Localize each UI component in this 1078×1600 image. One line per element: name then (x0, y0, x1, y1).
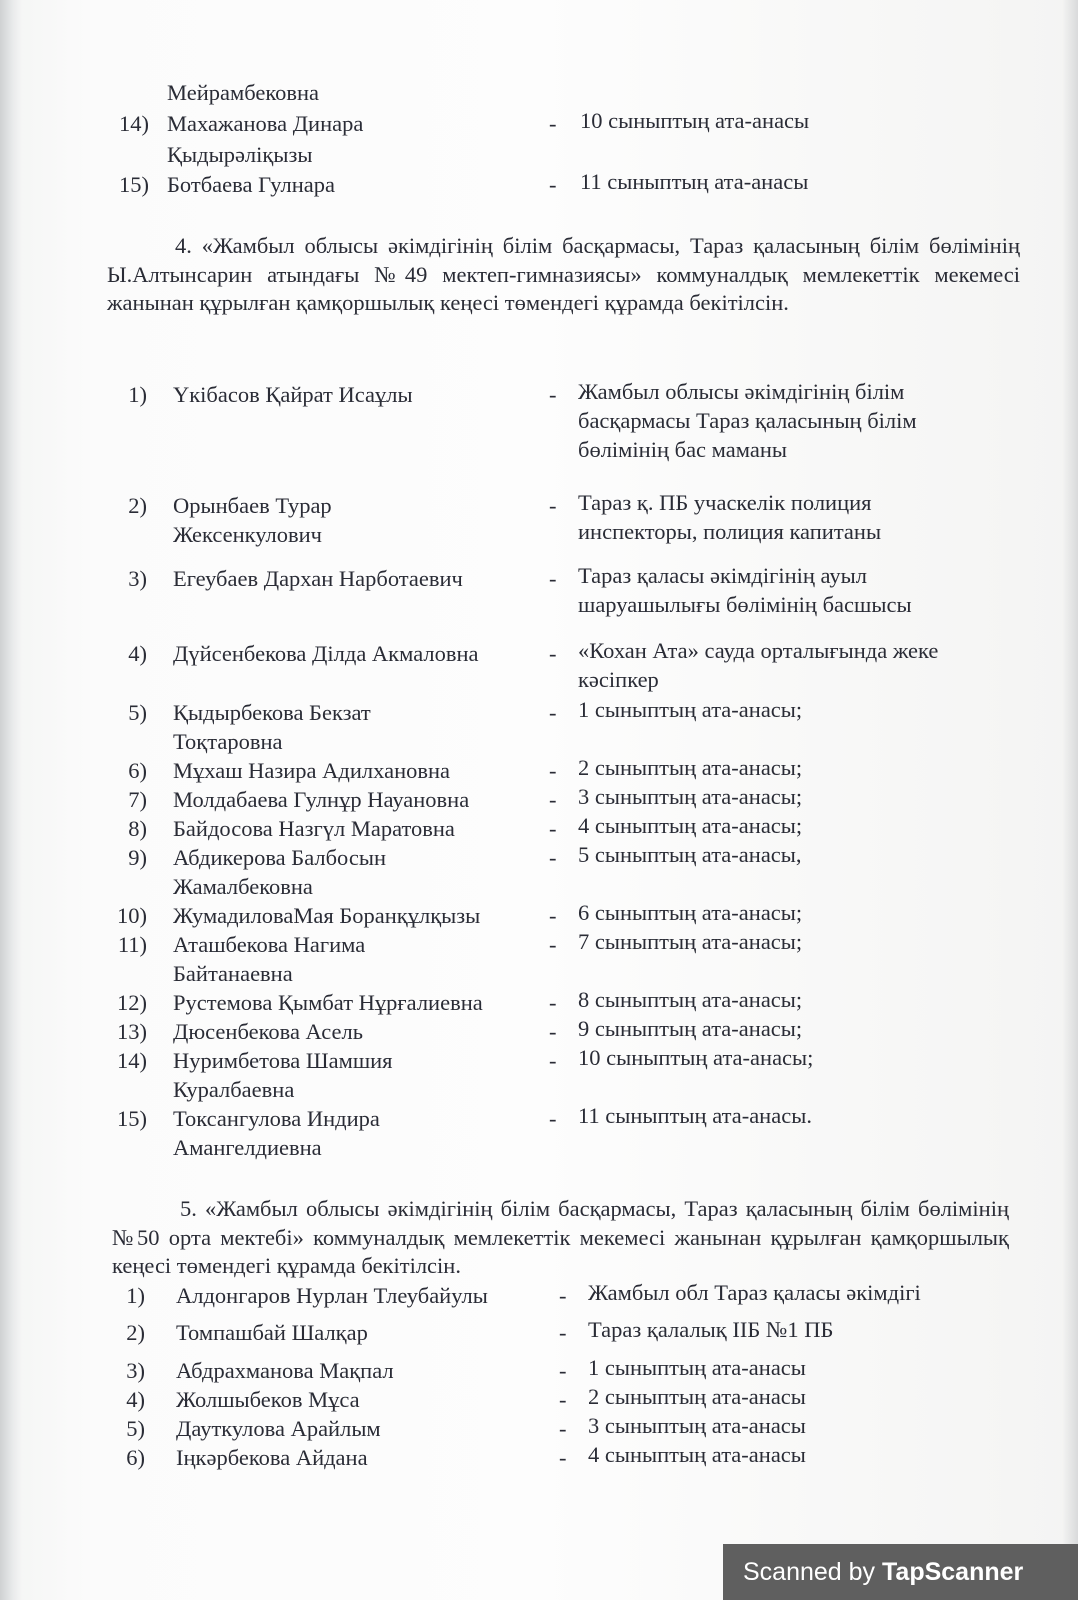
member-role: «Кохан Ата» сауда орталығында жеке (578, 638, 939, 663)
item-number: 12) (117, 990, 147, 1015)
member-name: Томпашбай Шалқар (176, 1320, 368, 1345)
member-name: Байдосова Назгүл Маратовна (173, 816, 455, 841)
member-role: 1 сыныптың ата-анасы; (578, 697, 803, 722)
member-role: 3 сыныптың ата-анасы; (578, 784, 803, 809)
separator-dash: - (549, 1048, 557, 1073)
separator-dash: - (549, 641, 557, 666)
item-number: 5) (126, 1416, 145, 1441)
member-name: Дүйсенбекова Ділда Акмаловна (173, 641, 479, 666)
member-name: Жексенкулович (173, 522, 322, 547)
member-role: Жамбыл облысы әкімдігінің білім (578, 379, 905, 404)
member-role: басқармасы Тараз қаласының білім (578, 408, 917, 433)
item-number: 15) (117, 1106, 147, 1131)
member-role: Тараз қ. ПБ учаскелік полиция (578, 490, 872, 515)
member-role: 9 сыныптың ата-анасы; (578, 1016, 803, 1041)
item-number: 14) (117, 1048, 147, 1073)
separator-dash: - (549, 1019, 557, 1044)
item-number: 5) (128, 700, 147, 725)
separator-dash: - (549, 172, 557, 197)
watermark-prefix: Scanned by (743, 1558, 882, 1586)
member-role: 4 сыныптың ата-анасы; (578, 813, 803, 838)
member-name: Мұхаш Назира Адилхановна (173, 758, 451, 783)
member-name: Іңкәрбекова Айдана (176, 1445, 368, 1470)
item-number: 4) (128, 641, 147, 666)
item-number: 3) (126, 1358, 145, 1383)
separator-dash: - (549, 493, 557, 518)
member-name: Нуримбетова Шамшия (173, 1048, 393, 1073)
page-right-shadow (1062, 0, 1078, 1600)
item-number: 11) (117, 932, 147, 957)
member-name: Қыдырбекова Бекзат (173, 700, 371, 725)
section-5-paragraph: 5. «Жамбыл облысы әкімдігінің білім басқармасы, Тараз қаласының білім бөлімінің №50 орта мектебі» коммуналдық мемлекеттік мекемесі жанынан құрылған қамқоршылық кеңесі төмендегі құрамда бекітілсін. (112, 1196, 1009, 1278)
item-number: 1) (128, 382, 147, 407)
item-number: 6) (128, 758, 147, 783)
member-role: бөлімінің бас маманы (578, 437, 787, 462)
member-role: шаруашылығы бөлімінің басшысы (578, 592, 912, 617)
item-number: 2) (126, 1320, 145, 1345)
separator-dash: - (559, 1416, 567, 1441)
member-name: Дюсенбекова Асель (173, 1019, 363, 1044)
item-number: 8) (128, 816, 147, 841)
member-name: Егеубаев Дархан Нарботаевич (173, 566, 463, 591)
separator-dash: - (549, 816, 557, 841)
member-role: 4 сыныптың ата-анасы (588, 1442, 806, 1467)
separator-dash: - (549, 990, 557, 1015)
item-number: 14) (119, 111, 149, 136)
member-role: инспекторы, полиция капитаны (578, 519, 882, 544)
separator-dash: - (549, 1106, 557, 1131)
separator-dash: - (549, 382, 557, 407)
member-name: Қыдырәліқызы (167, 142, 313, 167)
separator-dash: - (549, 111, 557, 136)
separator-dash: - (559, 1320, 567, 1345)
item-number: 4) (126, 1387, 145, 1412)
member-name: Амангелдиевна (173, 1135, 322, 1160)
item-number: 1) (126, 1283, 145, 1308)
member-role: 6 сыныптың ата-анасы; (578, 900, 803, 925)
member-name: Дауткулова Арайлым (176, 1416, 381, 1441)
member-role: 3 сыныптың ата-анасы (588, 1413, 806, 1438)
watermark-brand: TapScanner (882, 1558, 1024, 1586)
separator-dash: - (559, 1358, 567, 1383)
member-name: Махажанова Динара (167, 111, 364, 136)
item-number: 15) (119, 172, 149, 197)
separator-dash: - (549, 903, 557, 928)
member-name: ЖумадиловаМая Боранқұлқызы (173, 903, 481, 928)
separator-dash: - (549, 566, 557, 591)
item-number: 6) (126, 1445, 145, 1470)
member-role: 7 сыныптың ата-анасы; (578, 929, 803, 954)
member-name: Куралбаевна (173, 1077, 295, 1102)
separator-dash: - (559, 1283, 567, 1308)
member-name: Жамалбековна (173, 874, 313, 899)
member-name: Жолшыбеков Мұса (176, 1387, 360, 1412)
separator-dash: - (549, 700, 557, 725)
separator-dash: - (549, 845, 557, 870)
member-role: 11 сыныптың ата-анасы. (578, 1103, 812, 1128)
item-number: 10) (117, 903, 147, 928)
member-role: Тараз қаласы әкімдігінің ауыл (578, 563, 867, 588)
member-name: Ботбаева Гулнара (167, 172, 335, 197)
section-4-paragraph: 4. «Жамбыл облысы әкімдігінің білім басқармасы, Тараз қаласының білім бөлімінің Ы.Алтынсарин атындағы №49 мектеп-гимназиясы» коммуналдық мемлекеттік мекемесі жанынан құрылған қамқоршылық кеңесі төмендегі құрамда бекітілсін. (107, 233, 1020, 315)
member-name: Токсангулова Индира (173, 1106, 380, 1131)
item-number: 2) (128, 493, 147, 518)
member-name: Аташбекова Нагима (173, 932, 366, 957)
separator-dash: - (549, 758, 557, 783)
member-name: Орынбаев Турар (173, 493, 332, 518)
item-number: 13) (117, 1019, 147, 1044)
separator-dash: - (549, 787, 557, 812)
member-name: Рустемова Қымбат Нұрғалиевна (173, 990, 483, 1015)
member-name: Үкібасов Қайрат Исаұлы (173, 382, 413, 407)
item-number: 3) (128, 566, 147, 591)
member-role: 5 сыныптың ата-анасы, (578, 842, 802, 867)
member-name: Абдикерова Балбосын (173, 845, 387, 870)
member-role: 2 сыныптың ата-анасы (588, 1384, 806, 1409)
member-role: 2 сыныптың ата-анасы; (578, 755, 803, 780)
scanner-watermark (723, 1544, 1078, 1600)
item-number: 9) (128, 845, 147, 870)
item-number: 7) (128, 787, 147, 812)
member-role: кәсіпкер (578, 667, 659, 692)
member-name: Байтанаевна (173, 961, 293, 986)
member-name: Молдабаева Гулнұр Науановна (173, 787, 470, 812)
member-role: 10 сыныптың ата-анасы; (578, 1045, 814, 1070)
separator-dash: - (549, 932, 557, 957)
page-edge-shadow (0, 0, 22, 1600)
member-name: Алдонгаров Нурлан Тлеубайулы (176, 1283, 488, 1308)
continued-name: Мейрамбековна (167, 80, 320, 105)
member-name: Абдрахманова Мақпал (176, 1358, 394, 1383)
separator-dash: - (559, 1445, 567, 1470)
member-role: Жамбыл обл Тараз қаласы әкімдігі (588, 1280, 921, 1305)
member-role: 1 сыныптың ата-анасы (588, 1355, 806, 1380)
member-role: Тараз қалалық ІІБ №1 ПБ (588, 1317, 834, 1342)
separator-dash: - (559, 1387, 567, 1412)
member-role: 11 сыныптың ата-анасы (580, 169, 809, 194)
member-name: Тоқтаровна (173, 729, 283, 754)
member-role: 10 сыныптың ата-анасы (580, 108, 810, 133)
member-role: 8 сыныптың ата-анасы; (578, 987, 803, 1012)
